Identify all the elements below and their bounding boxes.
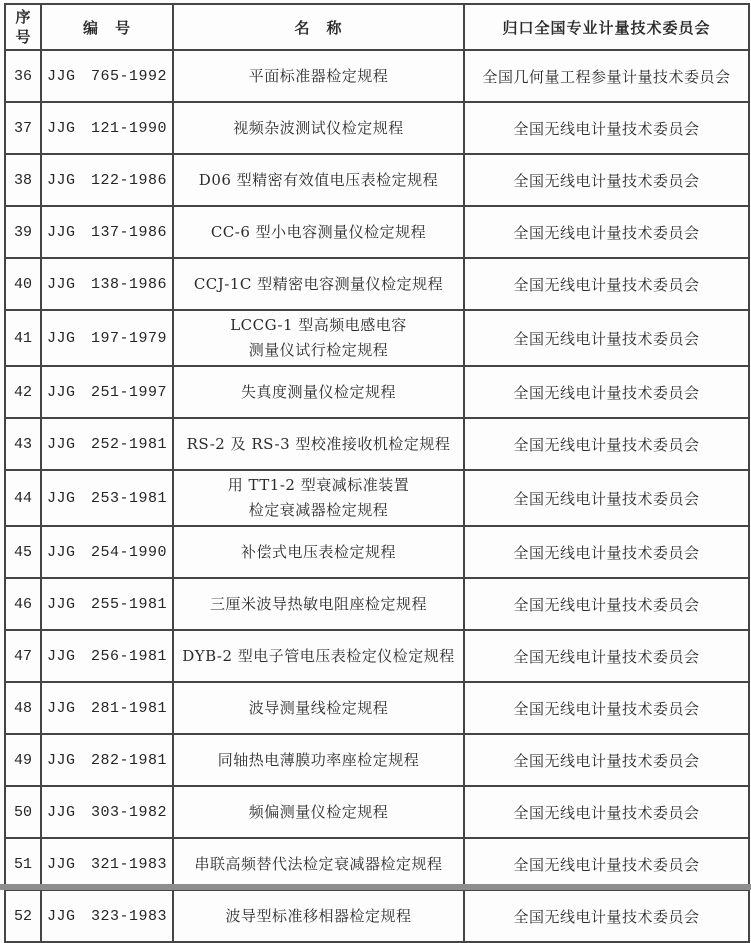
name-cell [173, 258, 464, 310]
code-cell: JJG 282-1981 [41, 734, 173, 786]
table-row [5, 258, 749, 310]
table-row [5, 630, 749, 682]
name-line: 波导型标准移相器检定规程 [225, 906, 412, 925]
name-line: 视频杂波测试仪检定规程 [233, 118, 404, 137]
seq-cell: 43 [5, 418, 41, 470]
name-line: CC-6 型小电容测量仪检定规程 [210, 222, 427, 241]
committee-cell: 全国无线电计量技术委员会 [464, 734, 749, 786]
table-row [5, 470, 749, 526]
name-cell [173, 734, 464, 786]
name-line: 测量仪试行检定规程 [248, 341, 389, 359]
name-line: 同轴热电薄膜功率座检定规程 [217, 750, 420, 769]
code-cell: JJG 765-1992 [41, 50, 173, 102]
table-row [5, 734, 749, 786]
seq-cell: 47 [5, 630, 41, 682]
code-cell: JJG 138-1986 [41, 258, 173, 310]
name-line: CCJ-1C 型精密电容测量仪检定规程 [193, 274, 444, 293]
seq-cell: 41 [5, 310, 41, 366]
col-header-committee: 归口全国专业计量技术委员会 [464, 4, 749, 50]
table-row [5, 890, 749, 942]
col-header-seq-line2: 号 [15, 28, 31, 46]
code-cell: JJG 254-1990 [41, 526, 173, 578]
name-line: 失真度测量仪检定规程 [240, 382, 396, 401]
seq-cell: 44 [5, 470, 41, 526]
name-line: 用 TT1-2 型衰减标准装置 [227, 476, 410, 494]
committee-cell: 全国无线电计量技术委员会 [464, 258, 749, 310]
name-line: 补偿式电压表检定规程 [240, 542, 396, 561]
seq-cell: 48 [5, 682, 41, 734]
standards-table [4, 3, 750, 943]
code-cell: JJG 255-1981 [41, 578, 173, 630]
name-line: RS-2 及 RS-3 型校准接收机检定规程 [186, 434, 451, 453]
name-line: LCCG-1 型高频电感电容 [230, 316, 407, 334]
table-body [5, 50, 749, 942]
col-header-name: 名 称 [173, 4, 464, 50]
code-cell: JJG 251-1997 [41, 366, 173, 418]
name-line: 频偏测量仪检定规程 [248, 802, 389, 821]
name-cell [173, 786, 464, 838]
name-line: 波导测量线检定规程 [248, 698, 389, 717]
name-cell [173, 470, 464, 526]
seq-cell: 45 [5, 526, 41, 578]
name-cell [173, 310, 464, 366]
table-row [5, 786, 749, 838]
table-row [5, 206, 749, 258]
seq-cell: 42 [5, 366, 41, 418]
name-cell [173, 50, 464, 102]
seq-cell: 36 [5, 50, 41, 102]
col-header-seq-line1: 序 [15, 8, 31, 26]
table-row [5, 154, 749, 206]
col-header-seq [5, 4, 41, 50]
table-row [5, 366, 749, 418]
seq-cell: 37 [5, 102, 41, 154]
table-row [5, 838, 749, 890]
committee-cell: 全国无线电计量技术委员会 [464, 578, 749, 630]
code-cell: JJG 323-1983 [41, 890, 173, 942]
committee-cell: 全国无线电计量技术委员会 [464, 838, 749, 890]
code-cell: JJG 121-1990 [41, 102, 173, 154]
seq-cell: 49 [5, 734, 41, 786]
table-row [5, 50, 749, 102]
table-row [5, 526, 749, 578]
code-cell: JJG 253-1981 [41, 470, 173, 526]
code-cell: JJG 303-1982 [41, 786, 173, 838]
table-header [5, 4, 749, 50]
table-row [5, 310, 749, 366]
code-cell: JJG 122-1986 [41, 154, 173, 206]
table-row [5, 682, 749, 734]
name-cell [173, 838, 464, 890]
name-cell [173, 578, 464, 630]
code-cell: JJG 256-1981 [41, 630, 173, 682]
name-cell [173, 102, 464, 154]
committee-cell: 全国无线电计量技术委员会 [464, 206, 749, 258]
col-header-code: 编 号 [41, 4, 173, 50]
seq-cell: 39 [5, 206, 41, 258]
seq-cell: 38 [5, 154, 41, 206]
name-cell [173, 526, 464, 578]
committee-cell: 全国几何量工程参量计量技术委员会 [464, 50, 749, 102]
page-cutoff-band [0, 884, 751, 890]
name-line: D06 型精密有效值电压表检定规程 [198, 170, 439, 189]
name-line: DYB-2 型电子管电压表检定仪检定规程 [182, 646, 455, 665]
table-row [5, 418, 749, 470]
seq-cell: 51 [5, 838, 41, 890]
committee-cell: 全国无线电计量技术委员会 [464, 418, 749, 470]
name-cell [173, 630, 464, 682]
name-cell [173, 154, 464, 206]
name-line: 平面标准器检定规程 [248, 66, 389, 85]
committee-cell: 全国无线电计量技术委员会 [464, 630, 749, 682]
committee-cell: 全国无线电计量技术委员会 [464, 102, 749, 154]
name-cell [173, 890, 464, 942]
name-line: 三厘米波导热敏电阻座检定规程 [209, 594, 427, 613]
code-cell: JJG 137-1986 [41, 206, 173, 258]
code-cell: JJG 281-1981 [41, 682, 173, 734]
header-row [5, 4, 749, 50]
seq-cell: 50 [5, 786, 41, 838]
name-line: 串联高频替代法检定衰减器检定规程 [194, 854, 443, 873]
name-cell [173, 366, 464, 418]
code-cell: JJG 197-1979 [41, 310, 173, 366]
table-row [5, 102, 749, 154]
seq-cell: 52 [5, 890, 41, 942]
name-line: 检定衰减器检定规程 [248, 501, 389, 519]
table-row [5, 578, 749, 630]
committee-cell: 全国无线电计量技术委员会 [464, 682, 749, 734]
code-cell: JJG 321-1983 [41, 838, 173, 890]
committee-cell: 全国无线电计量技术委员会 [464, 470, 749, 526]
committee-cell: 全国无线电计量技术委员会 [464, 310, 749, 366]
name-cell [173, 206, 464, 258]
committee-cell: 全国无线电计量技术委员会 [464, 786, 749, 838]
committee-cell: 全国无线电计量技术委员会 [464, 154, 749, 206]
committee-cell: 全国无线电计量技术委员会 [464, 366, 749, 418]
name-cell [173, 682, 464, 734]
committee-cell: 全国无线电计量技术委员会 [464, 526, 749, 578]
name-cell [173, 418, 464, 470]
committee-cell: 全国无线电计量技术委员会 [464, 890, 749, 942]
code-cell: JJG 252-1981 [41, 418, 173, 470]
seq-cell: 40 [5, 258, 41, 310]
seq-cell: 46 [5, 578, 41, 630]
